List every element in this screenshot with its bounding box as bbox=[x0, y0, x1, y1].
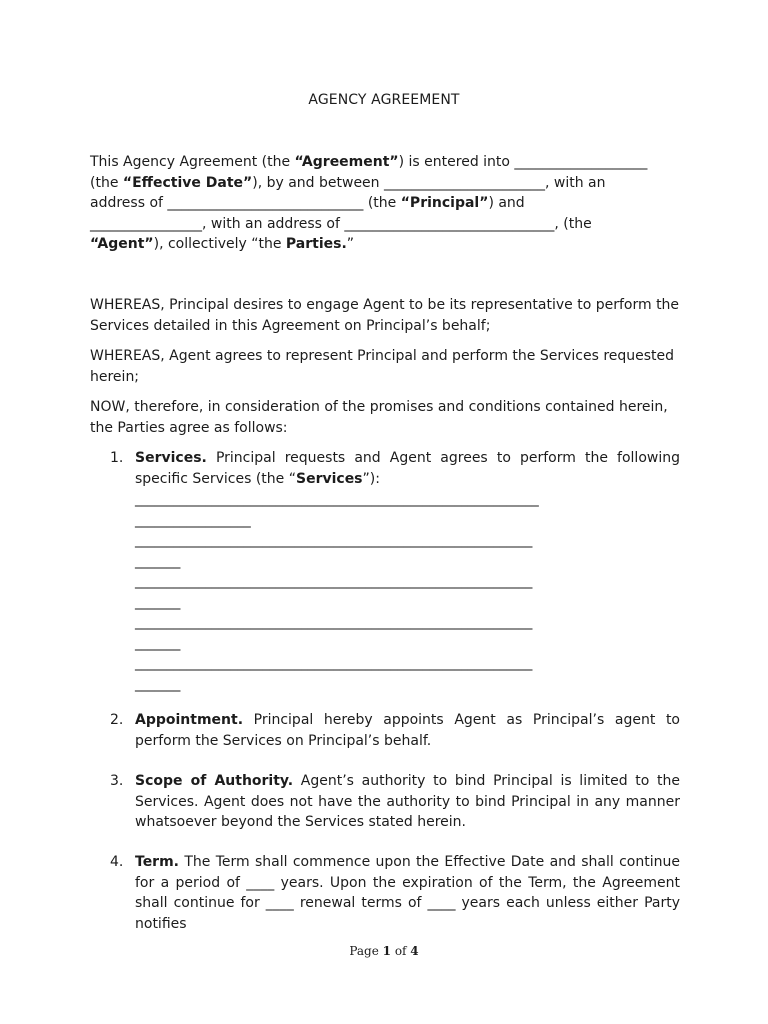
clause-heading: Services. bbox=[135, 450, 207, 466]
intro-line-5: “Agent”), collectively “the Parties.” bbox=[90, 236, 355, 252]
whereas-paragraph-1: WHEREAS, Principal desires to engage Agent to be its representative to perform the Services detailed in this Agreement on Principal’s behalf; bbox=[90, 297, 680, 334]
clause-heading: Appointment. bbox=[135, 712, 244, 728]
services-blank-line: __________________ bbox=[135, 512, 251, 528]
services-blank-line: ______________________________________________________________ bbox=[135, 573, 532, 589]
intro-paragraph bbox=[90, 152, 680, 255]
page-of-label: of bbox=[391, 944, 411, 958]
clause-body: Services. Principal requests and Agent agrees to perform the following specific Services (the “Services”): bbox=[135, 450, 680, 487]
clause-body: Appointment. Principal hereby appoints Agent as Principal’s agent to perform the Services on Principal’s behalf. bbox=[135, 712, 680, 749]
services-blank-line: _______________________________________________________________ bbox=[135, 491, 539, 507]
intro-line-3: address of ____________________________ (the “Principal”) and bbox=[90, 195, 525, 211]
clause-heading: Term. bbox=[135, 854, 179, 870]
services-blank-line: ______________________________________________________________ bbox=[135, 614, 532, 630]
page-label: Page bbox=[349, 944, 383, 958]
document-title: AGENCY AGREEMENT bbox=[308, 92, 460, 108]
clause-body: Term. The Term shall commence upon the Effective Date and shall continue for a period of ____ years. Upon the expiration of the Term, the Agreement shall continue for ____ renewal terms of ____ years each unless either Party notifies bbox=[135, 854, 680, 932]
page-total: 4 bbox=[410, 944, 419, 958]
intro-line-2: (the “Effective Date”), by and between _______________________, with an bbox=[90, 174, 606, 191]
whereas-paragraph-2: WHEREAS, Agent agrees to represent Principal and perform the Services requested herein; bbox=[90, 348, 675, 385]
clause-number: 2. bbox=[110, 712, 124, 728]
services-blank-line: _______ bbox=[135, 553, 180, 569]
clause-body: Scope of Authority. Agent’s authority to bind Principal is limited to the Services. Agent does not have the authority to bind Principal in any manner whatsoever beyond the Services stated herein. bbox=[135, 773, 681, 830]
clause-number: 1. bbox=[110, 450, 124, 466]
page-number: 1 bbox=[382, 944, 391, 958]
services-blank-line: _______ bbox=[135, 635, 180, 651]
services-blank-line: ______________________________________________________________ bbox=[135, 655, 532, 671]
page-footer bbox=[0, 944, 768, 958]
services-blank-line: _______ bbox=[135, 594, 180, 610]
intro-line-1: This Agency Agreement (the “Agreement”) is entered into ___________________ bbox=[90, 154, 648, 170]
clause-heading: Scope of Authority. bbox=[135, 773, 294, 789]
now-therefore-paragraph: NOW, therefore, in consideration of the promises and conditions contained herein, the Parties agree as follows: bbox=[90, 399, 668, 436]
services-blank-line: ______________________________________________________________ bbox=[135, 532, 532, 548]
clause-number: 4. bbox=[110, 854, 124, 870]
clause-number: 3. bbox=[110, 773, 124, 789]
services-blank-line: _______ bbox=[135, 676, 180, 692]
intro-line-4: ________________, with an address of ______________________________, (the bbox=[90, 215, 592, 232]
